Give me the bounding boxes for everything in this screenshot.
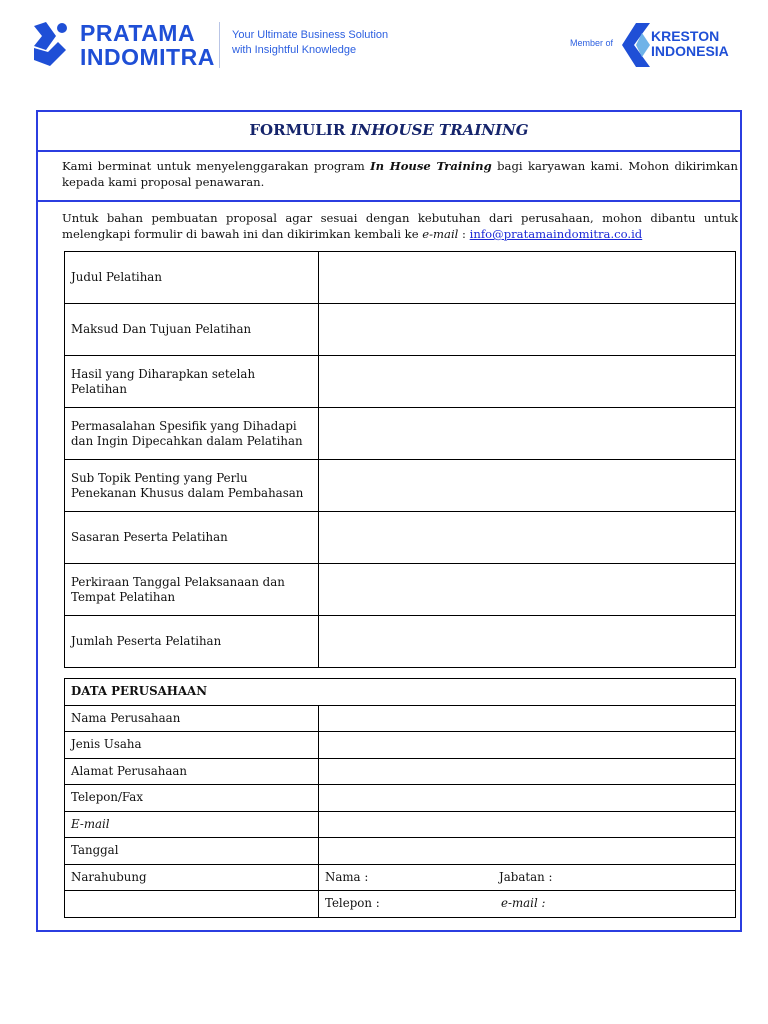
form-title-bar — [38, 112, 740, 152]
pratama-logo-icon — [32, 20, 72, 68]
answer-field[interactable] — [319, 304, 736, 356]
row-label: Jenis Usaha — [65, 732, 319, 759]
intro-section — [38, 152, 740, 202]
table-row — [65, 891, 736, 918]
answer-field[interactable] — [319, 564, 736, 616]
table-row — [65, 304, 736, 356]
table-header-row — [65, 679, 736, 706]
header-divider — [219, 22, 220, 68]
row-label: Nama Perusahaan — [65, 705, 319, 732]
brand-name: PRATAMA INDOMITRA — [80, 20, 215, 70]
row-label: Sub Topik Penting yang Perlu Penekanan Khusus dalam Pembahasan — [65, 460, 319, 512]
row-label: Judul Pelatihan — [65, 252, 319, 304]
email-link[interactable]: info@pratamaindomitra.co.id — [469, 227, 643, 241]
member-label: Member of — [570, 38, 614, 48]
row-label: Hasil yang Diharapkan setelah Pelatihan — [65, 356, 319, 408]
answer-field[interactable] — [319, 616, 736, 668]
answer-field[interactable] — [319, 705, 736, 732]
empty-label-cell — [65, 891, 319, 918]
table-row — [65, 838, 736, 865]
answer-field[interactable] — [319, 838, 736, 865]
answer-field[interactable] — [319, 408, 736, 460]
table-row — [65, 785, 736, 812]
answer-field[interactable] — [319, 356, 736, 408]
row-label: Perkiraan Tanggal Pelaksanaan dan Tempat Pelatihan — [65, 564, 319, 616]
table-row — [65, 811, 736, 838]
partner-name: KRESTON INDONESIA — [651, 28, 729, 59]
row-label: Permasalahan Spesifik yang Dihadapi dan Ingin Dipecahkan dalam Pelatihan — [65, 408, 319, 460]
brand-tagline: Your Ultimate Business Solution with Insightful Knowledge — [232, 29, 389, 56]
contact-position-label: Jabatan : — [499, 869, 553, 884]
answer-field[interactable] — [319, 758, 736, 785]
table-row — [65, 864, 736, 891]
answer-field[interactable] — [319, 252, 736, 304]
table-row — [65, 564, 736, 616]
contact-name-position-field[interactable] — [319, 864, 736, 891]
instruction-paragraph: Untuk bahan pembuatan proposal agar sesuai dengan kebutuhan dari perusahaan, mohon dibantu untuk melengkapi formulir di bawah ini dan dikirimkan kembali ke e-mail : info@pratamaindomitra.co.id — [62, 211, 738, 241]
contact-phone-email-field[interactable] — [319, 891, 736, 918]
table-row — [65, 616, 736, 668]
row-label: Sasaran Peserta Pelatihan — [65, 512, 319, 564]
row-label: Jumlah Peserta Pelatihan — [65, 616, 319, 668]
company-section-title: DATA PERUSAHAAN — [65, 679, 736, 706]
contact-name-label: Nama : — [325, 869, 369, 884]
row-label: E-mail — [65, 811, 319, 838]
answer-field[interactable] — [319, 732, 736, 759]
contact-label: Narahubung — [65, 864, 319, 891]
row-label: Telepon/Fax — [65, 785, 319, 812]
table-row — [65, 460, 736, 512]
answer-field[interactable] — [319, 811, 736, 838]
table-row — [65, 408, 736, 460]
row-label: Alamat Perusahaan — [65, 758, 319, 785]
answer-field[interactable] — [319, 785, 736, 812]
answer-field[interactable] — [319, 512, 736, 564]
training-form — [36, 110, 742, 932]
training-table — [64, 251, 736, 668]
table-row — [65, 732, 736, 759]
table-row — [65, 512, 736, 564]
page-header — [32, 18, 742, 76]
table-row — [65, 356, 736, 408]
row-label: Tanggal — [65, 838, 319, 865]
contact-phone-label: Telepon : — [325, 896, 380, 911]
row-label: Maksud Dan Tujuan Pelatihan — [65, 304, 319, 356]
intro-paragraph: Kami berminat untuk menyelenggarakan program In House Training bagi karyawan kami. Mohon dikirimkan kepada kami proposal penawaran. — [62, 159, 739, 189]
table-row — [65, 705, 736, 732]
table-row — [65, 758, 736, 785]
table-row — [65, 252, 736, 304]
answer-field[interactable] — [319, 460, 736, 512]
company-table — [64, 678, 736, 918]
form-title: FORMULIR INHOUSE TRAINING — [249, 121, 529, 139]
contact-email-label: e-mail : — [501, 896, 546, 910]
kreston-logo-icon — [622, 23, 650, 67]
